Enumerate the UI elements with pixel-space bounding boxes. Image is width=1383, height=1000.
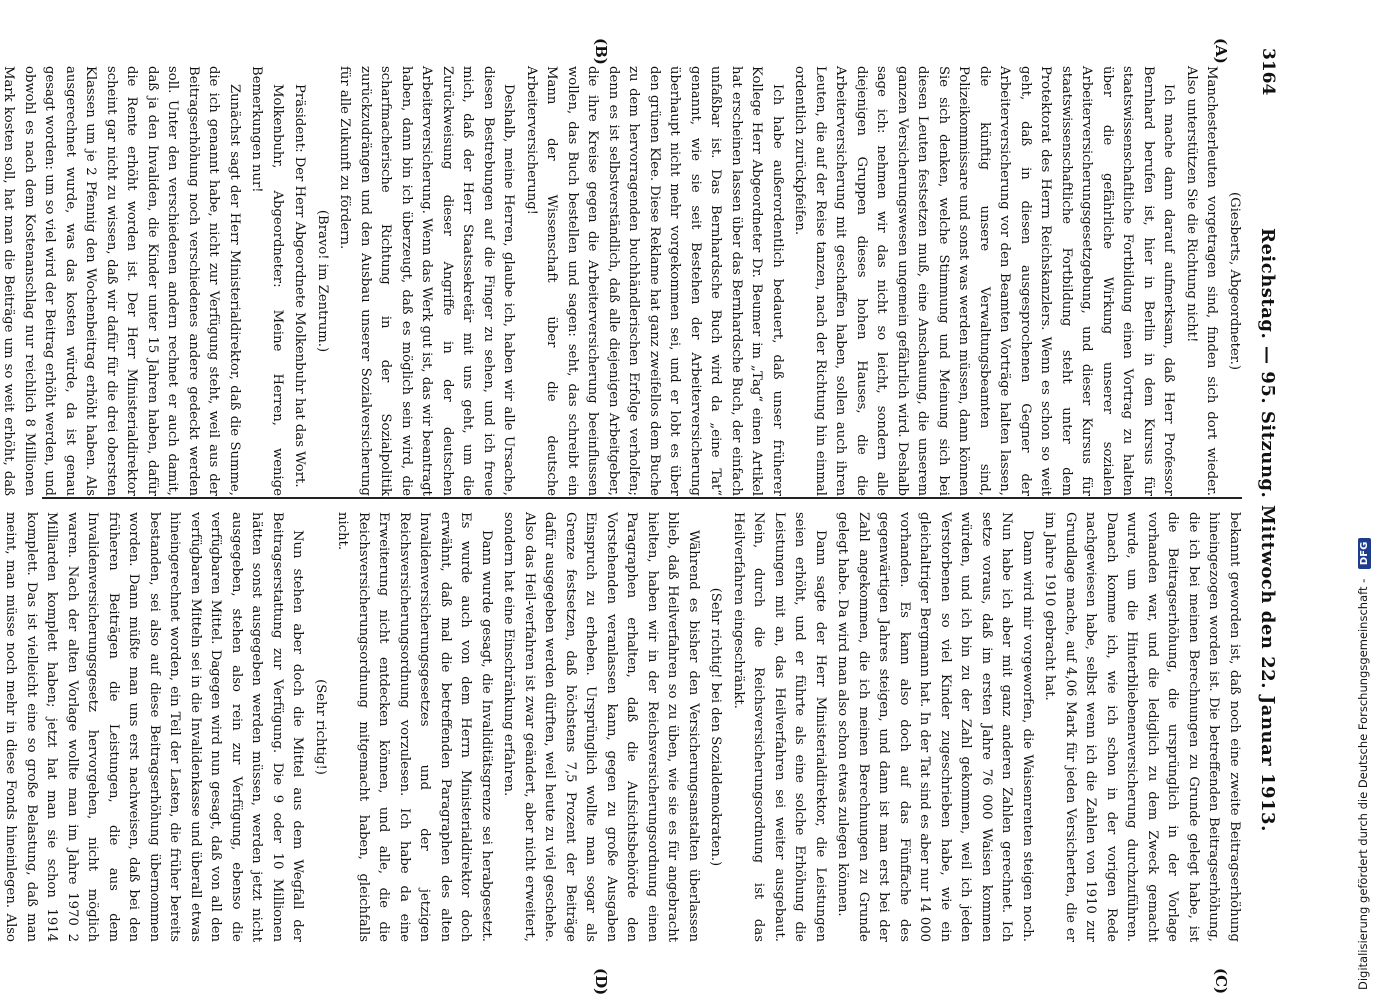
- margin-letter-d: (D): [592, 968, 610, 996]
- page-header: [1250, 48, 1284, 968]
- paragraph: Zunächst sagt der Herr Ministerialdirektor, daß die Summe, die ich genannt habe, nicht zur Verfügung steht, weil aus der Beitragserhöhung noch verschiedenes andere gedeckt werden soll. Unter den verschiedenen andern rechnet er auch damit, daß ja den Invaliden, die Kinder unter 15 Jahren haben, dafür die Rente erhöht worden ist. Der Herr Ministerialdirektor scheint gar nicht zu wissen, daß wir dafür für die drei obersten Klassen um je 2 Pfennig den Wochenbeitrag erhöht haben. Als ausgerechnet wurde, was das kosten würde, da ist genau gesagt worden: um so viel wird der Beitrag erhöht werden, und obwohl es nach dem Kostenanschlag nur reichlich 8 Millionen Mark kosten soll, hat man die Beiträge um so weit erhöht, daß: [1, 66, 242, 496]
- paragraph: Manchesterleuten vorgetragen sind, finden sich dort wieder. Also unterstützen Sie die Richtung nicht!: [1184, 66, 1220, 496]
- margin-letter-b: (B): [592, 38, 610, 65]
- right-column: [3, 512, 1244, 942]
- paragraph: Nun stehen aber doch die Mittel aus dem Wegfall der Beitragserstattung zur Verfügung. Die 9 oder 10 Millionen hätten sonst ausgegeben werden müssen, werden jetzt nicht ausgegeben, stehen also rein zur Verfügung, ebenso die verfügbaren Mittel. Dagegen wird nun gesagt, daß von all den verfügbaren Mitteln sei in die Invalidenkasse und überall etwas hineingerechnet worden, ein Teil der Lasten, die früher bereits bestanden, sei also auf diese Beitragserhöhung übernommen worden. Dann müßte man uns erst nachweisen, daß bei den früheren Beiträgen die Leistungen, die aus dem Invalidenversicherungsgesetz hervorgehen, nicht möglich waren. Nach der alten Vorlage wollte man im Jahre 1970 2 Milliarden komplett haben; jetzt hat man sie schon 1914 komplett. Das ist vielleicht eine so große Belastung, daß man meint, man müsse noch mehr in diese Fonds hineinlegen. Also: [3, 512, 306, 942]
- paragraph: Dann wurde gesagt, die Invaliditätsgrenze sei herabgesetzt. Es wurde auch von dem Herrn Ministerialdirektor doch erwähnt, daß mal die betreffenden Paragraphen des alten Invalidenversicherungsgesetzes und der jetzigen Reichsversicherungsordnung vorzulesen. Ich habe da eine Erweiterung nicht entdecken können, und alle, die die Reichsversicherungsordnung mitgemacht haben, gleichfalls nicht.: [335, 512, 494, 942]
- paragraph: Ich mache dann darauf aufmerksam, daß Herr Professor Bernhard berufen ist, hier in Berlin in dem Kursus für staatswissenschaftliche Fortbildung einen Vortrag zu halten über die gefährliche Wirkung unserer sozialen Arbeiterversicherungsgesetzgebung, und dieser Kursus für staatswissenschaftliche Fortbildung steht unter dem Protektorat des Herrn Reichskanzlers. Wenn es schon so weit geht, daß in diesen ausgesprochenen Gegner der Arbeiterversicherung vor den Beamten Vorträge halten lassen, die künftig unsere Verwaltungsbeamten sind, Polizeikommissare und sonst was werden müssen, dann können Sie sich denken, welche Stimmung und Meinung sich bei diesen Leuten festsetzen muß, eine Anschauung, die unserem ganzen Versicherungswesen ungemein gefährlich wird. Deshalb sage ich: nehmen wir das nicht so leicht, sondern alle diejenigen Gruppen dieses hohen Hauses, die die Arbeiterversicherung mit geschaffen haben, sollen auch ihren Leuten, die auf der Reise tanzen, nach der Richtung hin einmal ordentlich zurückpfeifen.: [792, 66, 1177, 496]
- dfg-logo: DFG: [1358, 538, 1371, 569]
- page-number: 3164: [1258, 48, 1278, 96]
- digitization-credit: [1356, 0, 1380, 1000]
- speaker-line: Molkenbuhr, Abgeordneter: Meine Herren, wenige Bemerkungen nur!: [249, 66, 285, 496]
- president-line: Präsident: Der Herr Abgeordnete Molkenbuhr hat das Wort.: [292, 84, 308, 488]
- interjection: (Sehr richtig!): [313, 679, 328, 775]
- paragraph: Dann sagte der Herr Ministerialdirektor, die Leistungen seien erhöht, und er führte als eine solche Erhöhung die Leistungen mit an, das Heilverfahren sei weiter ausgebaut. Nein, durch die Reichsversicherungsordnung ist das Heilverfahren eingeschränkt.: [731, 512, 828, 942]
- column-divider: [42, 497, 1242, 499]
- paragraph: Dann wird mir vorgeworfen, die Waisenrenten steigen noch. Nun habe ich aber mit ganz anderen Zahlen gerechnet. Ich setze voraus, daß im ersten Jahre 76 000 Waisen kommen würden, und ich bin zu der Zahl gekommen, weil ich jeden Verstorbenen so viel Kinder zugeschrieben habe, wie ein gleichaltriger Bergmann hat. In der Tat sind es aber nur 14 000 vorhanden. Es kann also doch auf das Fünffache des gegenwärtigen Jahres steigen, und dann ist man erst bei der Zahl angekommen, die ich meinen Berechnungen zu Grunde gelegt habe. Da wird man also schon etwas zulegen können.: [835, 512, 1035, 942]
- speaker-intro: (Giesberts, Abgeordneter.): [1227, 192, 1242, 370]
- paragraph: Während es bisher den Versicherungsanstalten überlassen blieb, daß Heilverfahren so zu üben, wie sie es für angebracht hielten, haben wir in der Reichsversicherungsordnung einen Paragraphen erhalten, daß die Aufsichtsbehörde den Vorstehenden veranlassen kann, gegen zu große Ausgaben Einspruch zu erheben. Ursprünglich wollte man sogar als Grenze festsetzen, daß höchstens 7,5 Prozent der Beiträge dafür ausgegeben werden dürften, weil heute zu viel geschehe. Also das Heil-verfahren ist zwar geändert, aber nicht erweitert, sondern hat eine Einschränkung erfahren.: [501, 512, 701, 942]
- left-column: [1, 66, 1244, 496]
- margin-letter-a: (A): [1212, 38, 1230, 64]
- applause-note: (Bravo! im Zentrum.): [315, 209, 330, 353]
- credit-text: Digitalisierung gefördert durch die Deutsche Forschungsgemeinschaft -: [1356, 578, 1370, 990]
- page-title: Reichstag. — 95. Sitzung. Mittwoch den 22. Januar 1913.: [1257, 228, 1278, 832]
- paragraph: Ich habe außerordentlich bedauert, daß unser früherer Kollege Herr Abgeordneter Dr. Beumer im „Tag“ einen Artikel hat erscheinen lassen über das Bernhardsche Buch, der einfach unfaßbar ist. Das Bernhardsche Buch wird da „eine Tat“ genannt, wie sie seit Bestehen der Arbeiterversicherung überhaupt nicht mehr vorgekommen sei, und er lobt es über den grünen Klee. Diese Reklame hat ganz zweifellos dem Buche zu dem hervorragenden buchhändlerischen Erfolge verholfen; denn es ist selbstverständlich, daß alle diejenigen Arbeitgeber, die ihre Kreise gegen die Arbeiterversicherung beeinflussen wollen, das Buch bestellen und sagen: seht, das schreibt ein Mann der Wissenschaft über die deutsche Arbeiterversicherung!: [524, 66, 785, 496]
- paragraph: Deshalb, meine Herren, glaube ich, haben wir alle Ursache, diesen Bestrebungen auf die Finger zu sehen, und ich freue mich, daß der Herr Staatssekretär mit uns geht, um die Zurückweisung dieser Angriffe in der deutschen Arbeiterversicherung. Wenn das Werk gut ist, das wir beantragt haben, dann bin ich überzeugt, daß es möglich sein wird, die scharfmacherische Richtung in der Sozialpolitik zurückzudrängen und den Ausbau unserer Sozialversicherung für alle Zukunft zu fördern.: [337, 66, 517, 496]
- margin-letter-c: (C): [1212, 968, 1230, 995]
- interjection: (Sehr richtig! bei den Sozialdemokraten.): [708, 587, 724, 867]
- paragraph: bekannt geworden ist, daß noch eine zweite Beitragserhöhung hineingezogen worden ist. Die betreffenden Beitragserhöhung, die ich bei meinen Berechnungen zu Grunde gelegt habe, ist die Beitragserhöhung, die ursprünglich in der Vorlage vorhanden war, und die lediglich zu dem Zweck gemacht wurde, um die Hinterbliebenenversicherung durchzuführen. Danach komme ich, wie ich schon in der vorigen Rede nachgewiesen habe, selbst wenn ich die Zahlen von 1910 zur Grundlage mache, auf 4,06 Mark für jeden Versicherten, die er im Jahre 1910 gebracht hat.: [1042, 512, 1242, 942]
